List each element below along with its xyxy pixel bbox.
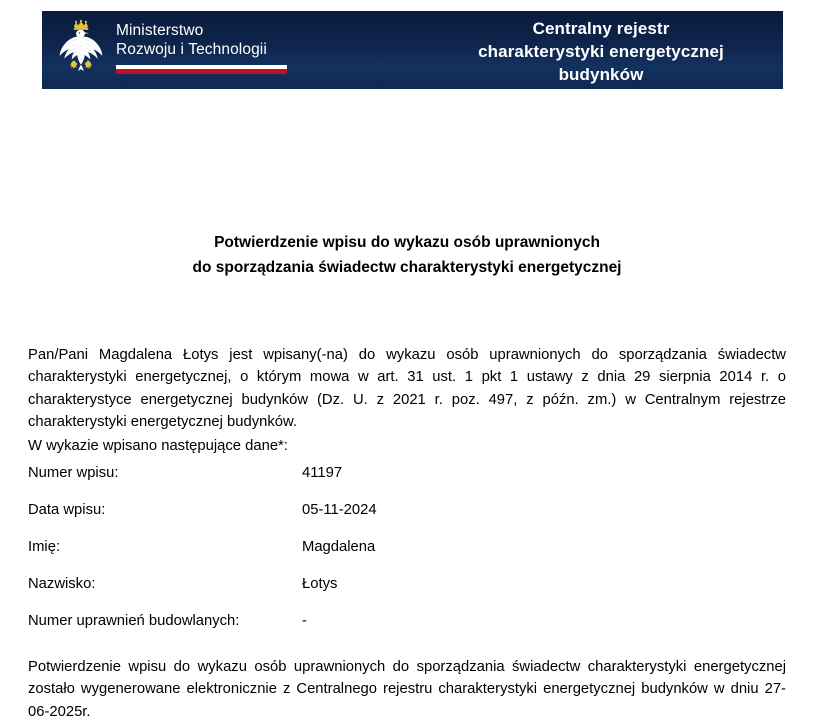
- document-title-line-2: do sporządzania świadectw charakterystyki energetycznej: [192, 259, 622, 276]
- entry-field-value: Łotys: [302, 576, 338, 592]
- document-title: [28, 230, 786, 280]
- register-title-line-1: Centralny rejestr: [532, 19, 670, 38]
- ministry-line-2: Rozwoju i Technologii: [116, 41, 267, 58]
- entry-field-label: Nazwisko:: [28, 576, 96, 592]
- entry-field-label: Numer wpisu:: [28, 465, 119, 481]
- entry-field-row: [28, 464, 588, 501]
- entry-field-label: Imię:: [28, 539, 61, 555]
- entry-field-row: [28, 538, 588, 575]
- entry-field-row: [28, 612, 588, 649]
- page-header-band: [42, 11, 783, 89]
- intro-paragraph: Pan/Pani Magdalena Łotys jest wpisany(-na) do wykazu osób uprawnionych do sporządzania świadectw charakterystyki energetycznej, o którym mowa w art. 31 ust. 1 pkt 1 ustawy z dnia 29 sierpnia 2014 r. o charakterystyce energetycznej budynków (Dz. U. z 2021 r. poz. 497, z późn. zm.) w Centralnym rejestrze charakterystyki energetycznej budynków.: [28, 346, 786, 431]
- entry-field-value: 41197: [302, 465, 343, 481]
- entry-field-row: [28, 501, 588, 538]
- document-title-line-1: Potwierdzenie wpisu do wykazu osób uprawnionych: [214, 234, 600, 251]
- entry-fields-lead-in: W wykazie wpisano następujące dane*:: [28, 437, 288, 454]
- footer-paragraph: Potwierdzenie wpisu do wykazu osób uprawnionych do sporządzania świadectw charakterystyki energetycznej zostało wygenerowane elektronicznie z Centralnego rejestru charakterystyki energetycznej budynków w dniu 27-06-2025r.: [28, 658, 786, 720]
- entry-field-label: Numer uprawnień budowlanych:: [28, 613, 240, 629]
- ministry-logo-block: [56, 16, 287, 74]
- entry-field-value: -: [302, 613, 307, 629]
- register-title-line-3: budynków: [558, 65, 644, 84]
- ministry-line-1: Ministerstwo: [116, 22, 204, 39]
- entry-field-value: 05-11-2024: [302, 502, 377, 518]
- entry-fields-table: [28, 464, 588, 649]
- ministry-name-block: [116, 16, 287, 74]
- entry-field-label: Data wpisu:: [28, 502, 106, 518]
- entry-fields-body: [28, 464, 588, 649]
- entry-field-row: [28, 575, 588, 612]
- register-title-line-2: charakterystyki energetycznej: [478, 42, 724, 61]
- entry-field-value: Magdalena: [302, 539, 376, 555]
- polish-eagle-emblem: [56, 18, 106, 73]
- register-title: [422, 17, 780, 86]
- polish-flag-bar: [116, 65, 287, 74]
